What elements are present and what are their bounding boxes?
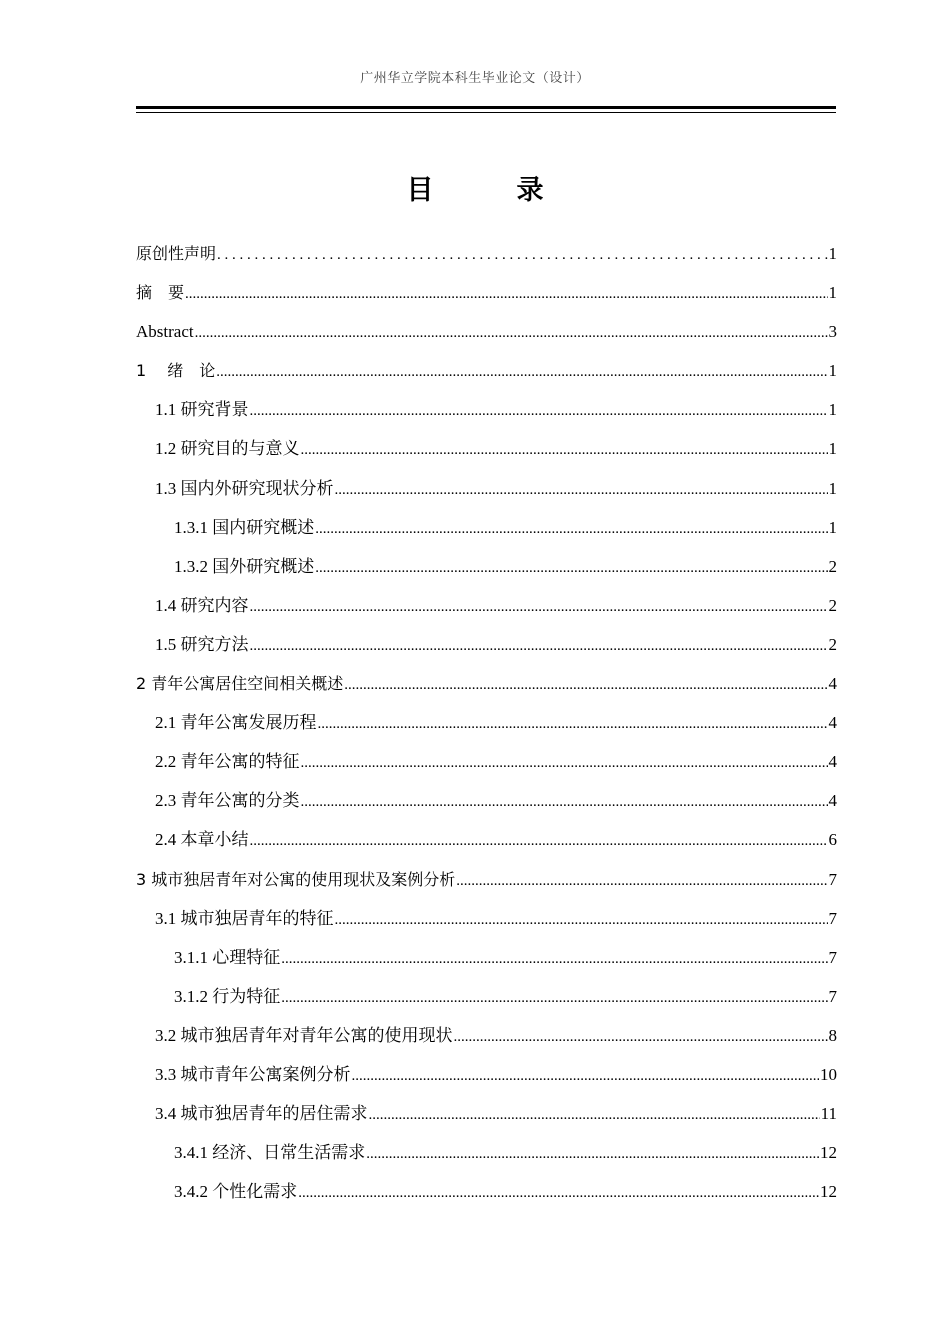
toc-entry[interactable] bbox=[136, 625, 837, 664]
header-rule-thick bbox=[136, 106, 836, 109]
toc-entry[interactable] bbox=[136, 351, 837, 390]
toc-entry[interactable] bbox=[136, 1133, 837, 1172]
toc-entry-page: 7 bbox=[828, 908, 837, 928]
toc-entry-page: 1 bbox=[828, 244, 837, 263]
toc-entry-page: 12 bbox=[820, 1182, 837, 1202]
toc-entry-label: 3 城市独居青年对公寓的使用现状及案例分析 bbox=[136, 869, 456, 889]
table-of-contents bbox=[136, 234, 837, 1211]
toc-entry-page: 2 bbox=[828, 634, 837, 654]
toc-entry[interactable] bbox=[136, 703, 837, 742]
toc-entry-label: 2.2 青年公寓的特征 bbox=[155, 752, 300, 772]
toc-leader-dots bbox=[301, 744, 828, 783]
toc-entry-page: 2 bbox=[828, 556, 837, 576]
toc-leader-dots bbox=[301, 431, 828, 470]
toc-entry[interactable] bbox=[136, 820, 837, 859]
toc-leader-dots bbox=[250, 588, 828, 627]
toc-leader-dots bbox=[315, 510, 827, 549]
toc-entry-page: 10 bbox=[820, 1064, 837, 1084]
toc-entry-label: 1.3.2 国外研究概述 bbox=[174, 556, 315, 576]
toc-leader-dots bbox=[216, 353, 827, 392]
toc-entry[interactable] bbox=[136, 469, 837, 508]
toc-entry[interactable] bbox=[136, 1094, 837, 1133]
toc-entry-page: 11 bbox=[820, 1104, 837, 1124]
toc-entry-label: 1 绪 论 bbox=[136, 361, 216, 381]
toc-leader-dots bbox=[281, 979, 827, 1018]
page-title: 目 录 bbox=[406, 175, 572, 206]
toc-leader-dots bbox=[315, 549, 827, 588]
toc-entry-label: 2.1 青年公寓发展历程 bbox=[155, 713, 317, 733]
toc-leader-dots bbox=[335, 471, 828, 510]
toc-entry-label: 3.1.1 心理特征 bbox=[174, 947, 281, 967]
toc-entry-label: 3.4 城市独居青年的居住需求 bbox=[155, 1104, 368, 1124]
toc-leader-dots bbox=[344, 666, 827, 705]
toc-entry-label: 摘 要 bbox=[136, 283, 185, 303]
toc-leader-dots bbox=[352, 1057, 820, 1096]
toc-entry[interactable] bbox=[136, 1055, 837, 1094]
toc-leader-dots bbox=[369, 1096, 820, 1135]
toc-entry-label: Abstract bbox=[136, 322, 194, 342]
toc-leader-dots bbox=[281, 940, 827, 979]
toc-entry-page: 1 bbox=[828, 361, 837, 381]
toc-leader-dots bbox=[301, 783, 828, 822]
toc-leader-dots bbox=[250, 392, 828, 431]
toc-leader-dots bbox=[318, 705, 828, 744]
toc-entry-page: 4 bbox=[828, 752, 837, 772]
toc-entry-page: 1 bbox=[828, 478, 837, 498]
toc-leader-dots bbox=[185, 275, 827, 314]
toc-entry[interactable] bbox=[136, 664, 837, 703]
toc-entry[interactable] bbox=[136, 273, 837, 312]
toc-entry[interactable] bbox=[136, 1016, 837, 1055]
toc-entry[interactable] bbox=[136, 742, 837, 781]
toc-entry-label: 3.1 城市独居青年的特征 bbox=[155, 908, 334, 928]
toc-entry-label: 3.4.2 个性化需求 bbox=[174, 1182, 298, 1202]
toc-leader-dots bbox=[217, 236, 827, 275]
toc-entry-page: 7 bbox=[828, 986, 837, 1006]
toc-entry-page: 1 bbox=[828, 400, 837, 420]
toc-entry-page: 1 bbox=[828, 439, 837, 459]
toc-entry[interactable] bbox=[136, 547, 837, 586]
toc-entry-label: 1.1 研究背景 bbox=[155, 400, 249, 420]
toc-entry[interactable] bbox=[136, 938, 837, 977]
toc-entry-label: 3.4.1 经济、日常生活需求 bbox=[174, 1143, 366, 1163]
toc-entry-page: 3 bbox=[828, 322, 837, 342]
toc-entry-label: 3.2 城市独居青年对青年公寓的使用现状 bbox=[155, 1025, 453, 1045]
toc-entry-page: 7 bbox=[828, 947, 837, 967]
toc-entry[interactable] bbox=[136, 234, 837, 273]
toc-entry-label: 3.1.2 行为特征 bbox=[174, 986, 281, 1006]
toc-entry-label: 1.5 研究方法 bbox=[155, 634, 249, 654]
toc-entry-page: 12 bbox=[820, 1143, 837, 1163]
toc-entry-label: 2 青年公寓居住空间相关概述 bbox=[136, 674, 344, 694]
toc-entry[interactable] bbox=[136, 508, 837, 547]
header-rule-thin bbox=[136, 112, 836, 114]
toc-entry[interactable] bbox=[136, 429, 837, 468]
toc-entry[interactable] bbox=[136, 977, 837, 1016]
toc-entry-page: 6 bbox=[828, 830, 837, 850]
toc-entry-page: 4 bbox=[828, 674, 837, 694]
toc-leader-dots bbox=[335, 901, 828, 940]
toc-entry-label: 1.3 国内外研究现状分析 bbox=[155, 478, 334, 498]
toc-entry-page: 7 bbox=[828, 869, 837, 889]
toc-entry-label: 2.3 青年公寓的分类 bbox=[155, 791, 300, 811]
toc-entry-label: 1.3.1 国内研究概述 bbox=[174, 517, 315, 537]
toc-entry[interactable] bbox=[136, 781, 837, 820]
toc-entry[interactable] bbox=[136, 312, 837, 351]
toc-entry-label: 1.2 研究目的与意义 bbox=[155, 439, 300, 459]
toc-entry-page: 4 bbox=[828, 791, 837, 811]
toc-leader-dots bbox=[298, 1174, 819, 1213]
toc-leader-dots bbox=[456, 862, 827, 901]
toc-entry[interactable] bbox=[136, 860, 837, 899]
toc-leader-dots bbox=[366, 1135, 819, 1174]
toc-entry-page: 4 bbox=[828, 713, 837, 733]
toc-entry-label: 3.3 城市青年公寓案例分析 bbox=[155, 1064, 351, 1084]
toc-leader-dots bbox=[454, 1018, 828, 1057]
toc-leader-dots bbox=[195, 314, 828, 353]
toc-entry[interactable] bbox=[136, 899, 837, 938]
toc-leader-dots bbox=[250, 627, 828, 666]
toc-leader-dots bbox=[250, 822, 828, 861]
toc-entry-page: 1 bbox=[828, 283, 837, 303]
toc-entry[interactable] bbox=[136, 390, 837, 429]
toc-entry-page: 2 bbox=[828, 595, 837, 615]
toc-entry-label: 原创性声明 bbox=[136, 244, 217, 263]
toc-entry[interactable] bbox=[136, 1172, 837, 1211]
toc-entry-page: 8 bbox=[828, 1025, 837, 1045]
toc-entry-label: 2.4 本章小结 bbox=[155, 830, 249, 850]
toc-entry-label: 1.4 研究内容 bbox=[155, 595, 249, 615]
running-header: 广州华立学院本科生毕业论文（设计） bbox=[360, 70, 590, 85]
toc-entry[interactable] bbox=[136, 586, 837, 625]
toc-entry-page: 1 bbox=[828, 517, 837, 537]
